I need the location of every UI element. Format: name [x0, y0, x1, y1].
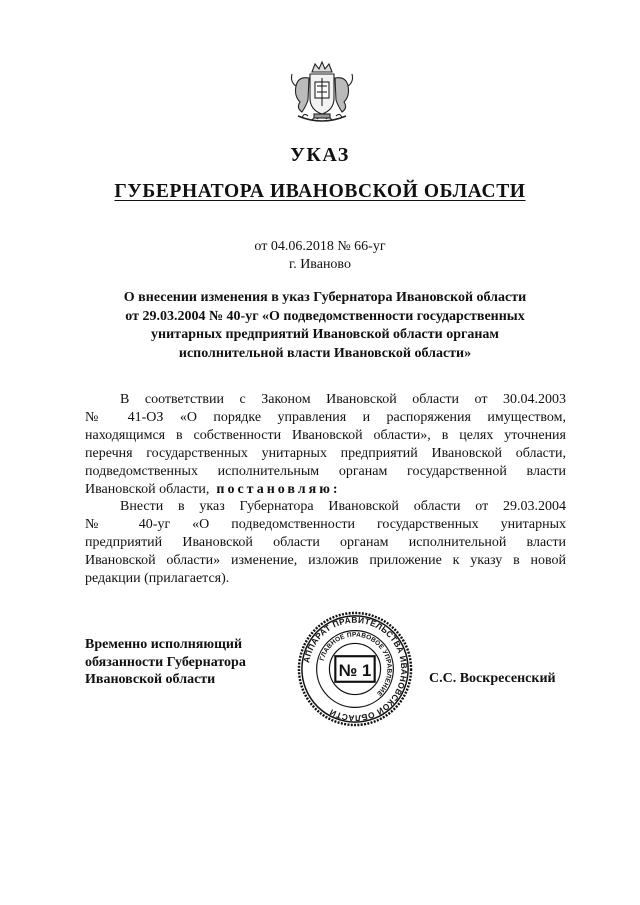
body-line: № 40-уг «О подведомственности государственных унитарных: [85, 517, 566, 533]
seal-outer-text: АППАРАТ ПРАВИТЕЛЬСТВА ИВАНОВСКОЙ ОБЛАСТИ: [301, 614, 410, 724]
body-line: подведомственных исполнительным органам государственной власти: [85, 463, 566, 479]
signature-position: [85, 636, 246, 689]
body-line-prefix: Ивановской области,: [85, 481, 210, 497]
body-line: перечня государственных унитарных предприятий Ивановской области,: [85, 445, 566, 461]
body-line: редакции (прилагается).: [85, 571, 230, 587]
signature-position-line: обязанности Губернатора: [85, 654, 246, 670]
official-seal: [296, 610, 414, 728]
subject-line: от 29.03.2004 № 40-уг «О подведомственности государственных: [125, 308, 525, 324]
subject-line: исполнительной власти Ивановской области»: [178, 345, 472, 361]
body-line: находящимся в собственности Ивановской области», в целях уточнения: [85, 427, 566, 443]
seal-inner-text: ГЛАВНОЕ ПРАВОВОЕ УПРАВЛЕНИЕ: [318, 631, 393, 698]
seal-number: № 1: [338, 660, 372, 680]
document-city: г. Иваново: [289, 257, 351, 272]
body-line: [85, 481, 566, 499]
subject-line: О внесении изменения в указ Губернатора Ивановской области: [123, 290, 527, 305]
body-line: № 41-ОЗ «О порядке управления и распоряжения имуществом,: [85, 409, 566, 425]
document-body: [85, 391, 566, 588]
coat-of-arms-icon: [284, 60, 360, 128]
signer-name: С.С. Воскресенский: [429, 671, 556, 686]
document-subject: [85, 289, 565, 363]
body-line: Ивановской области» изменение, изложив приложение к указу в новой: [85, 553, 566, 569]
signature-position-line: Ивановской области: [85, 672, 216, 687]
decree-word: постановляю:: [216, 481, 341, 497]
document-date-number: от 04.06.2018 № 66-уг: [254, 239, 386, 254]
body-line: В соответствии с Законом Ивановской области от 30.04.2003: [120, 392, 566, 407]
document-title: УКАЗ: [290, 144, 350, 166]
body-line: предприятий Ивановской области органам исполнительной власти: [85, 535, 566, 551]
document-issuer: ГУБЕРНАТОРА ИВАНОВСКОЙ ОБЛАСТИ: [114, 181, 526, 202]
subject-line: унитарных предприятий Ивановской области органам: [151, 327, 499, 342]
body-line: Внести в указ Губернатора Ивановской области от 29.03.2004: [120, 499, 566, 515]
signature-position-line: Временно исполняющий: [85, 637, 243, 652]
